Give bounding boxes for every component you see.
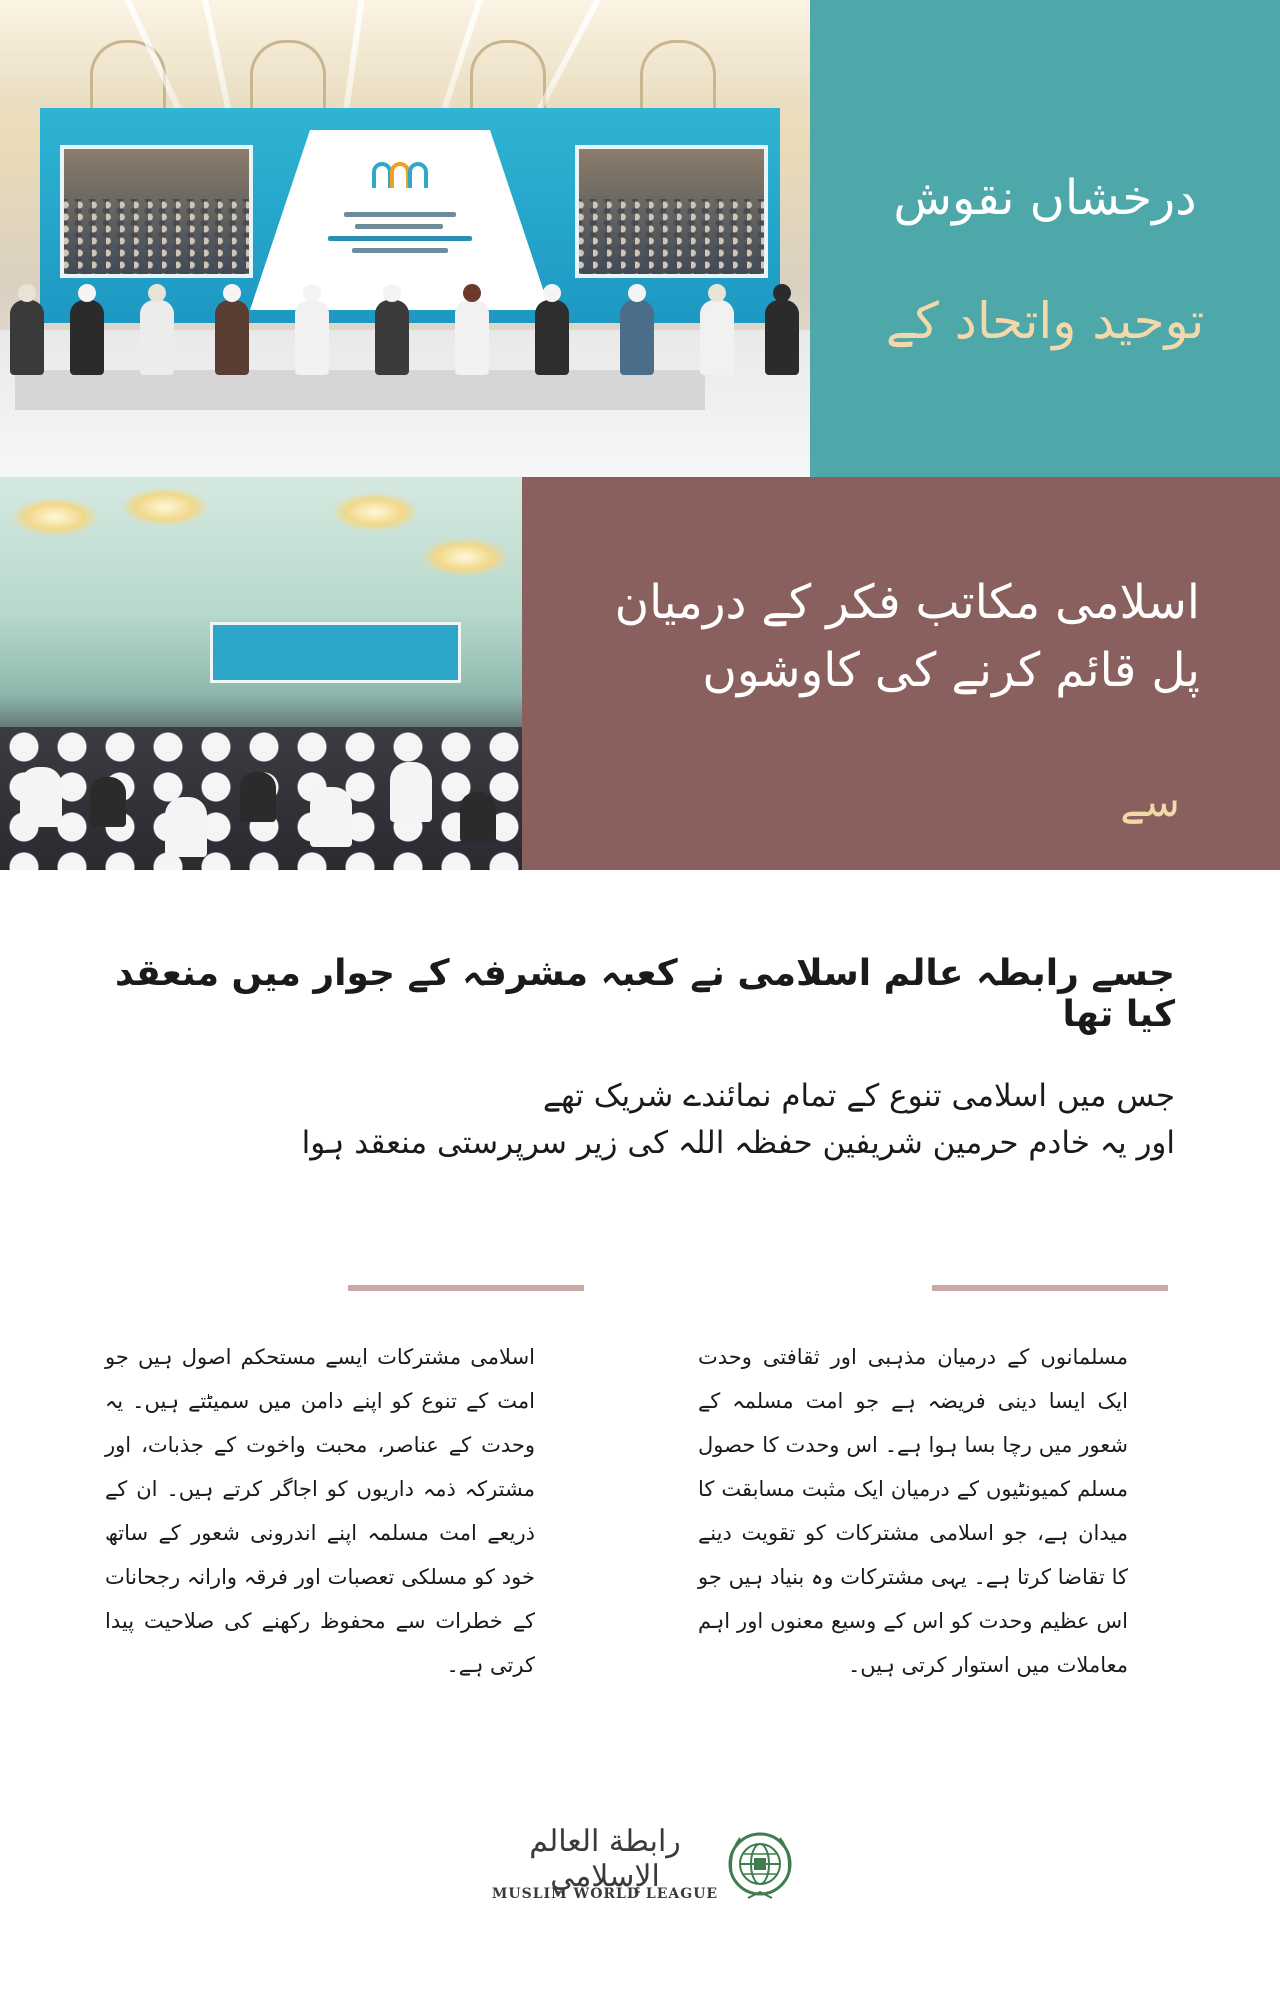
arches-logo-icon <box>372 160 428 190</box>
conference-stage-photo <box>0 0 810 477</box>
subtitle-tail: سے <box>1120 777 1180 826</box>
guest <box>240 772 276 822</box>
panelist <box>535 300 569 375</box>
hero-subtitle: توحید واتحاد کے <box>885 292 1205 350</box>
lead-paragraph <box>75 1073 1175 1166</box>
column-divider <box>348 1285 584 1291</box>
lead-line: اور یہ خادم حرمین شریفین حفظہ اللہ کی زیر سرپرستی منعقد ہوا <box>301 1124 1175 1161</box>
stage-banner-text <box>320 205 480 260</box>
chandelier <box>120 487 210 527</box>
subtitle-text: اسلامی مکاتب فکر کے درمیان پل قائم کرنے کی کاوشوں <box>614 575 1200 699</box>
panelist <box>455 300 489 375</box>
panelist <box>215 300 249 375</box>
panelist <box>700 300 734 375</box>
hero-title: درخشاں نقوش <box>893 170 1197 226</box>
stage-edge <box>15 370 705 410</box>
guest <box>310 787 352 847</box>
body-column-left: اسلامی مشترکات ایسے مستحکم اصول ہیں جو امت کے تنوع کو اپنے دامن میں سمیٹتے ہیں۔ یہ وحدت کے عناصر، محبت واخوت کے جذبات، اور مشترکہ ذمہ داریوں کو اجاگر کرتے ہیں۔ ان کے ذریعے امت مسلمہ اپنے اندرونی شعور کے ساتھ خود کو مسلکی تعصبات اور فرقہ وارانہ رجحانات کے خطرات سے محفوظ رکھنے کی صلاحیت پیدا کرتی ہے۔ <box>105 1345 535 1677</box>
guest <box>20 767 62 827</box>
lead-line: جس میں اسلامی تنوع کے تمام نمائندے شریک تھے <box>542 1078 1175 1114</box>
muslim-world-league-logo <box>480 1820 800 1930</box>
logo-english-wordmark: MUSLIM WORLD LEAGUE <box>491 1886 719 1902</box>
lead-heading: جسے رابطہ عالم اسلامی نے کعبہ مشرفہ کے جوار میں منعقد کیا تھا <box>114 953 1175 1035</box>
guest <box>90 777 126 827</box>
body-column-right: مسلمانوں کے درمیان مذہبی اور ثقافتی وحدت ایک ایسا دینی فریضہ ہے جو امت مسلمہ کے شعور میں رچا بسا ہوا ہے۔ اس وحدت کا حصول مسلم کمیونٹیوں کے درمیان ایک مثبت مسابقت کا میدان ہے، جو اسلامی مشترکات کو تقویت دینے کا تقاضا کرتا ہے۔ یہی مشترکات وہ بنیاد ہیں جو اس عظیم وحدت کو اس کے وسیع معنوں اور اہم معاملات میں استوار کرتی ہیں۔ <box>698 1345 1128 1677</box>
panelist <box>765 300 799 375</box>
chandelier <box>420 537 510 577</box>
banquet-hall-photo <box>0 477 522 870</box>
side-video-screen <box>575 145 768 278</box>
chandelier <box>330 492 420 532</box>
globe-emblem-icon <box>718 1824 802 1908</box>
logo-arabic-wordmark: رابطة العالم الإسلامي <box>529 1824 681 1894</box>
panelist <box>140 300 174 375</box>
guest <box>165 797 207 857</box>
chandelier <box>10 497 100 537</box>
hall-stage-screen <box>210 622 461 683</box>
panelist <box>375 300 409 375</box>
hero-title-panel <box>810 0 1280 477</box>
column-divider <box>932 1285 1168 1291</box>
panelist <box>620 300 654 375</box>
panelist <box>70 300 104 375</box>
subtitle-panel <box>522 477 1280 870</box>
panelist <box>295 300 329 375</box>
side-video-screen <box>60 145 253 278</box>
guest <box>390 762 432 822</box>
panelist <box>10 300 44 375</box>
guest <box>460 792 496 842</box>
